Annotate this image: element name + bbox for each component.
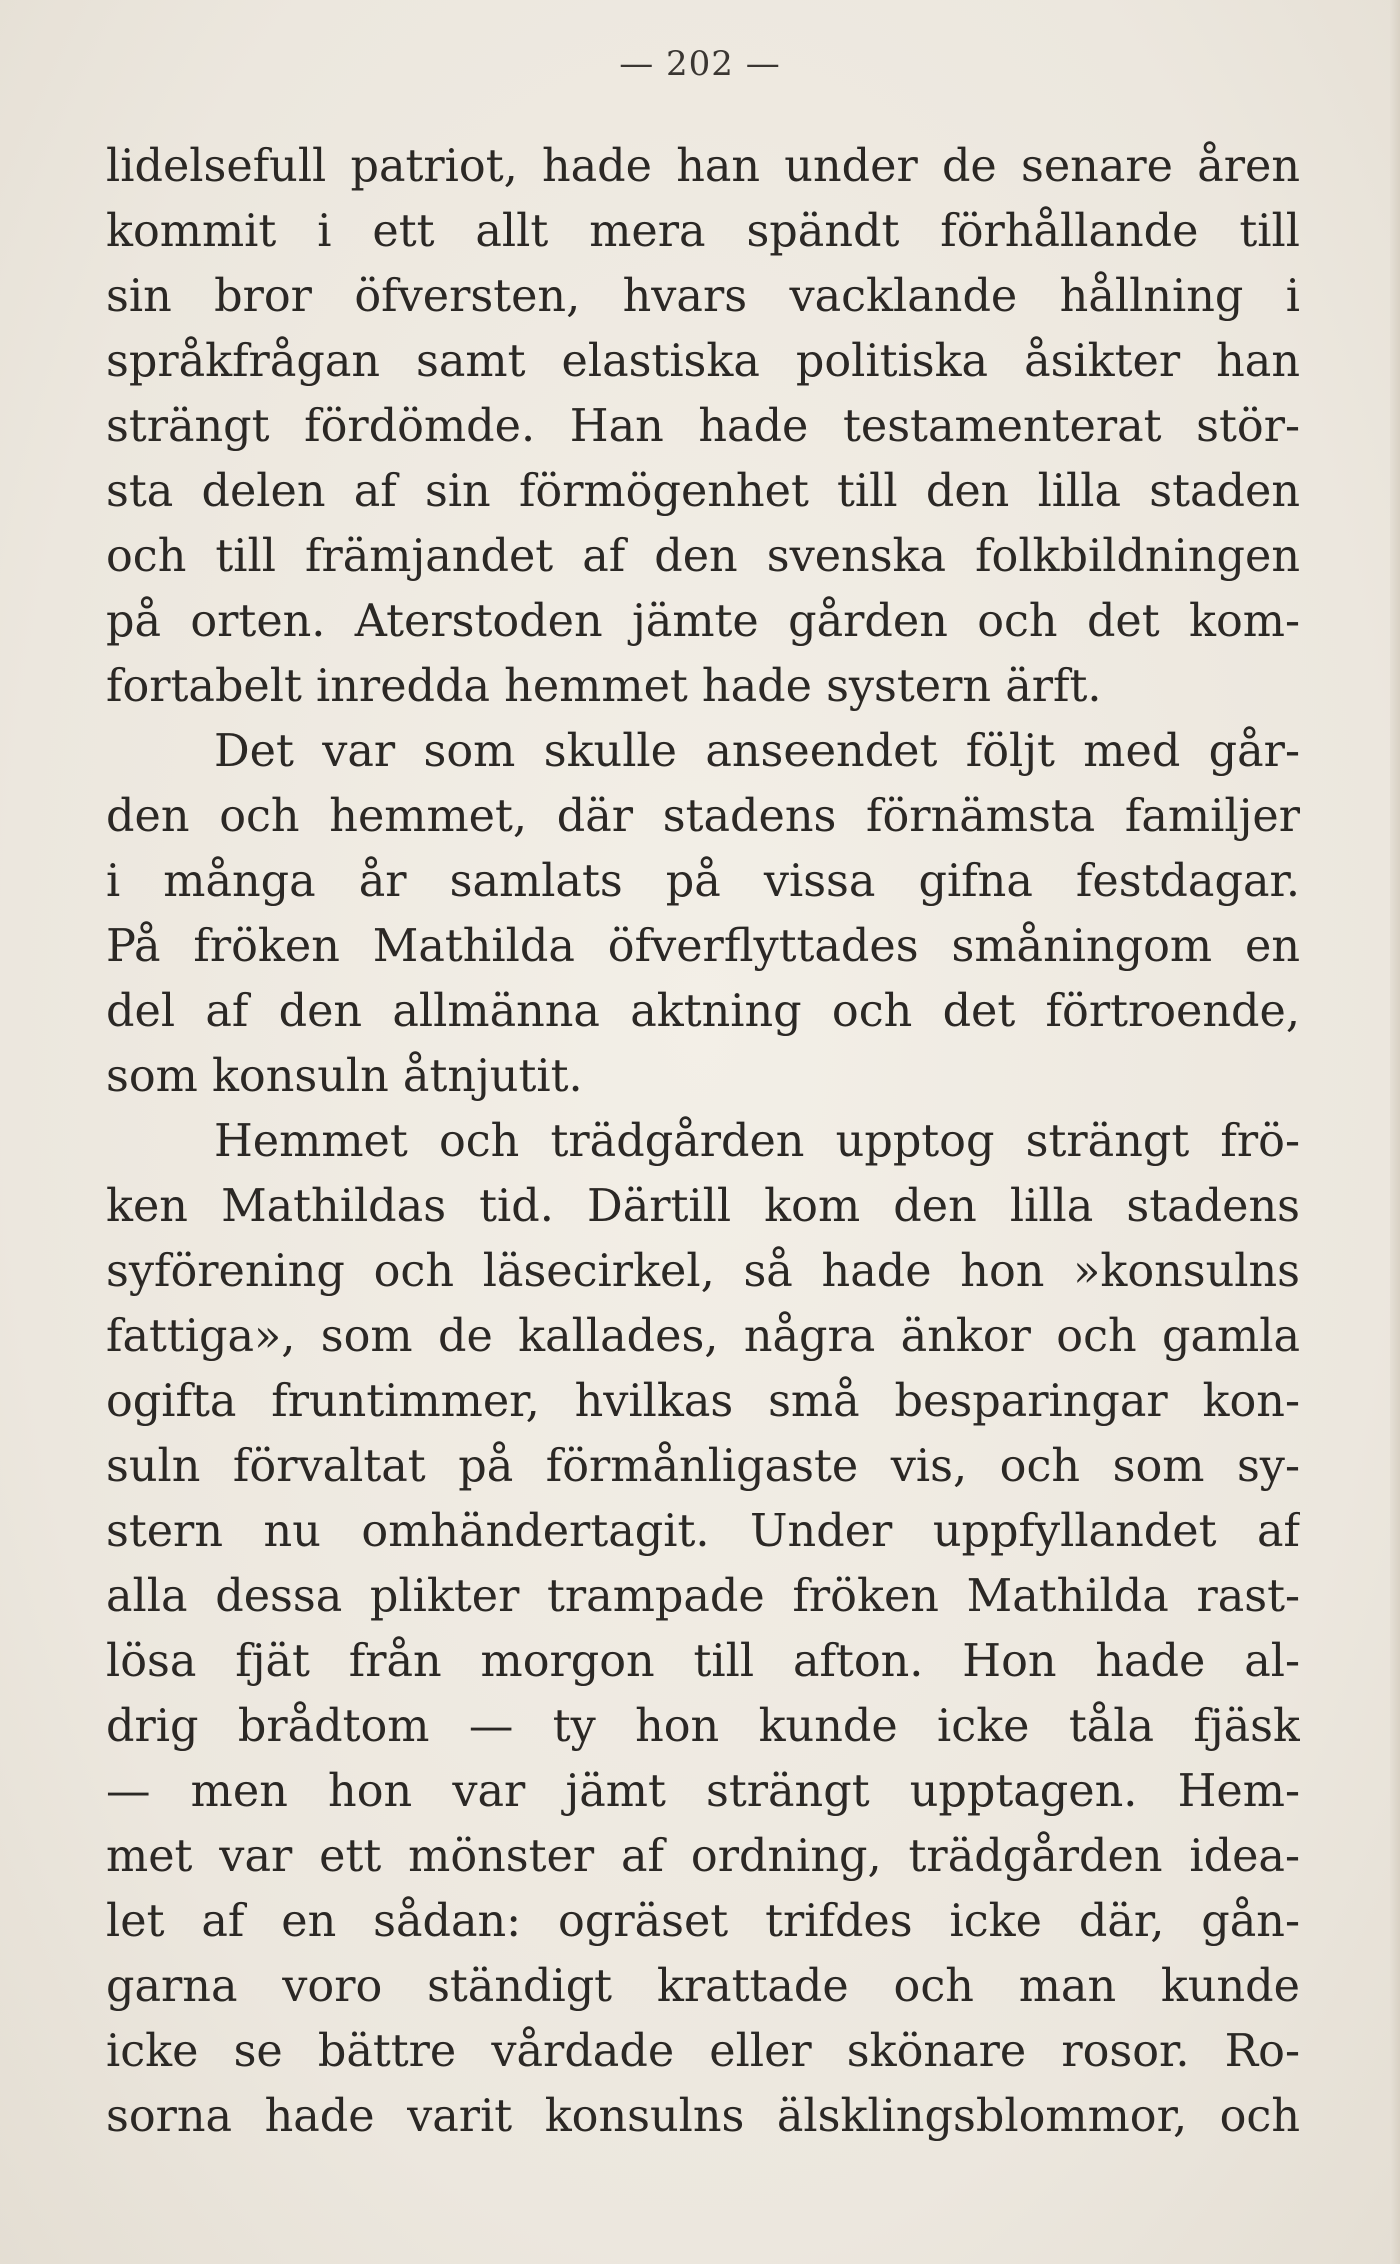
text-line: suln förvaltat på förmånligaste vis, och som sy-	[106, 1441, 1300, 1492]
text-line: — men hon var jämt strängt upptagen. Hem-	[106, 1766, 1300, 1817]
text-line: som konsuln åtnjutit.	[106, 1051, 583, 1102]
text-line: met var ett mönster af ordning, trädgården idea-	[106, 1831, 1300, 1882]
text-line: och till främjandet af den svenska folkbildningen	[106, 531, 1300, 582]
text-line: fattiga», som de kallades, några änkor och gamla	[106, 1311, 1300, 1362]
text-line: drig brådtom — ty hon kunde icke tåla fjäsk	[106, 1701, 1300, 1752]
text-line: sta delen af sin förmögenhet till den lilla staden	[106, 466, 1300, 517]
text-line: Det var som skulle anseendet följt med går-	[214, 726, 1300, 777]
text-line: icke se bättre vårdade eller skönare rosor. Ro-	[106, 2026, 1300, 2077]
text-line: lidelsefull patriot, hade han under de senare åren	[106, 141, 1300, 192]
text-line: alla dessa plikter trampade fröken Mathilda rast-	[106, 1571, 1300, 1622]
text-line: språkfrågan samt elastiska politiska åsikter han	[106, 336, 1300, 387]
text-line: garna voro ständigt krattade och man kunde	[106, 1961, 1300, 2012]
text-line: Hemmet och trädgården upptog strängt frö-	[214, 1116, 1300, 1167]
text-line: strängt fördömde. Han hade testamenterat stör-	[106, 401, 1300, 452]
text-line: sin bror öfversten, hvars vacklande hållning i	[106, 271, 1300, 322]
text-line: ogifta fruntimmer, hvilkas små besparingar kon-	[106, 1376, 1300, 1427]
text-line: del af den allmänna aktning och det förtroende,	[106, 986, 1300, 1037]
text-line: let af en sådan: ogräset trifdes icke där, gån-	[106, 1896, 1300, 1947]
text-line: På fröken Mathilda öfverflyttades småningom en	[106, 921, 1300, 972]
body-text	[106, 134, 1300, 2149]
text-line: ken Mathildas tid. Därtill kom den lilla stadens	[106, 1181, 1300, 1232]
text-line: i många år samlats på vissa gifna festdagar.	[106, 856, 1300, 907]
text-line: syförening och läsecirkel, så hade hon »konsulns	[106, 1246, 1300, 1297]
text-line: sorna hade varit konsulns älsklingsblommor, och	[106, 2091, 1300, 2142]
text-line: kommit i ett allt mera spändt förhållande till	[106, 206, 1300, 257]
text-line: den och hemmet, där stadens förnämsta familjer	[106, 791, 1300, 842]
text-line: fortabelt inredda hemmet hade systern ärft.	[106, 661, 1102, 712]
page-edge	[1390, 0, 1400, 2264]
text-line: stern nu omhändertagit. Under uppfyllandet af	[106, 1506, 1300, 1557]
page-number: — 202 —	[619, 44, 781, 84]
text-line: på orten. Aterstoden jämte gården och det kom-	[106, 596, 1300, 647]
text-line: lösa fjät från morgon till afton. Hon hade al-	[106, 1636, 1300, 1687]
